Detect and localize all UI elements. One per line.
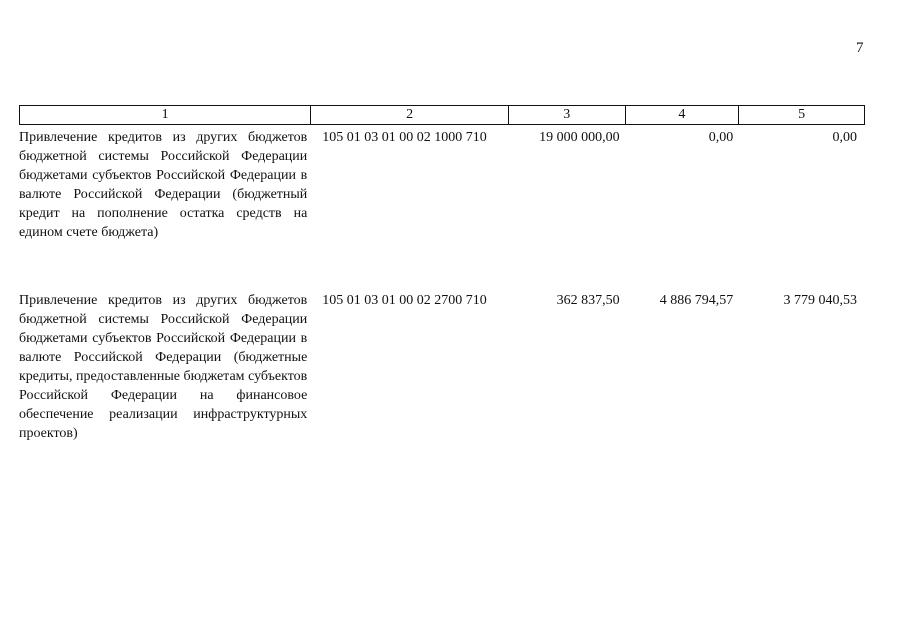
row-col4-value: 4 886 794,57 bbox=[659, 293, 734, 308]
table-header-col-3: 3 bbox=[508, 106, 625, 124]
row-col4-value: 0,00 bbox=[708, 130, 734, 145]
row-col3-value: 19 000 000,00 bbox=[539, 130, 620, 145]
row-code-cell: 105 01 03 01 00 02 2700 710 bbox=[322, 293, 487, 308]
row-col5-value: 0,00 bbox=[832, 130, 857, 145]
row-col3-value: 362 837,50 bbox=[556, 293, 620, 308]
row-code-cell: 105 01 03 01 00 02 1000 710 bbox=[322, 130, 487, 145]
page-number: 7 bbox=[856, 40, 864, 56]
table-row bbox=[19, 291, 865, 443]
table-header-row bbox=[19, 105, 865, 125]
row-name-cell: Привлечение кредитов из других бюджетов бюджетной системы Российской Федерации бюджетами субъектов Российской Федерации в валюте Российской Федерации (бюджетный кредит на пополнение остатка средств на едином счете бюджета) bbox=[19, 130, 308, 240]
table-header-col-5: 5 bbox=[738, 106, 864, 124]
table-header-col-1: 1 bbox=[161, 107, 169, 122]
table-header-col-2: 2 bbox=[310, 106, 508, 124]
row-col5-value: 3 779 040,53 bbox=[783, 293, 857, 308]
row-name-cell: Привлечение кредитов из других бюджетов бюджетной системы Российской Федерации бюджетами субъектов Российской Федерации в валюте Российской Федерации (бюджетные кредиты, предоставленные бюджетам субъектов Российской Федерации на финансовое обеспечение реализации инфраструктурных проектов) bbox=[19, 293, 308, 441]
table-header-col-4: 4 bbox=[625, 106, 739, 124]
table-row bbox=[19, 128, 865, 242]
